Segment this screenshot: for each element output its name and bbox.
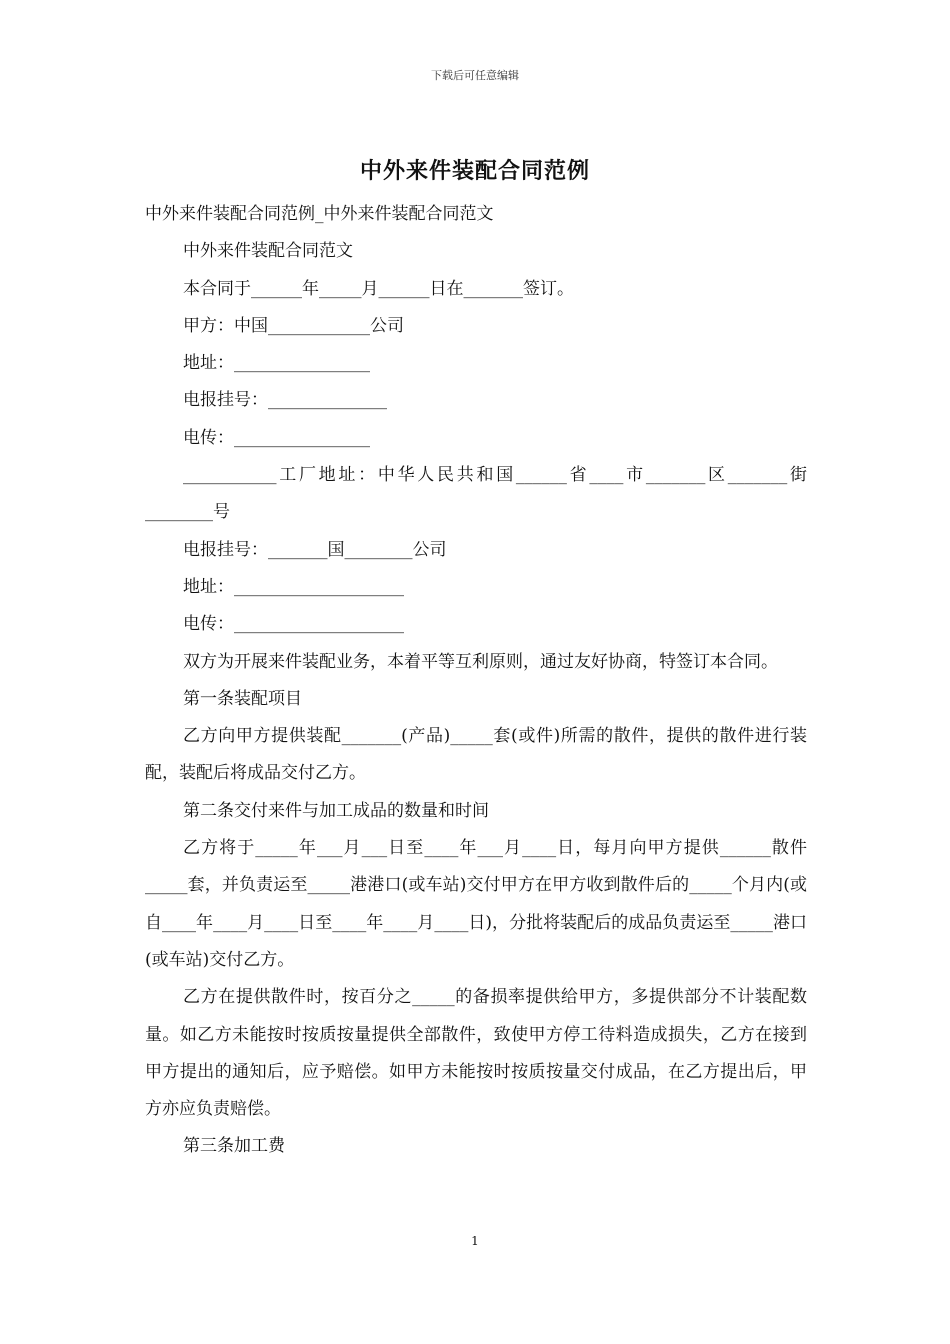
party-b-fax: 电传：____________________: [183, 614, 404, 635]
article-2-heading: 第二条交付来件与加工成品的数量和时间: [183, 800, 489, 821]
article-2-body-2: 乙方在提供散件时，按百分之_____的备损率提供给甲方，多提供部分不计装配数量。如乙方未能按时按质按量提供全部散件，致使甲方停工待料造成损失，乙方在接到甲方提出的通知后，应予赔偿。如甲方未能按时按质按量交付成品，在乙方提出后，甲方亦应负责赔偿。: [145, 987, 807, 1120]
article-2-body: 乙方将于_____年___月___日至____年___月____日，每月向甲方提供______散件_____套，并负责运至_____港港口(或车站)交付甲方在甲方收到散件后的_____个月内(或自____年____月____日至____年____月____日)，分批将装配后的成品负责运至_____港口(或车站)交付乙方。: [145, 838, 807, 970]
party-b-address: 地址：____________________: [183, 576, 404, 597]
document-body: [145, 196, 807, 1166]
article-1-heading: 第一条装配项目: [183, 688, 302, 709]
factory-address: ___________工厂地址：中华人民共和国______省____市_______区_______街________号: [145, 465, 807, 523]
page-number: 1: [471, 1234, 479, 1248]
subtitle-line: 中外来件装配合同范例_中外来件装配合同范文: [145, 204, 494, 224]
document-title: 中外来件装配合同范例: [359, 158, 590, 184]
article-3-heading: 第三条加工费: [183, 1136, 285, 1157]
party-a-fax: 电传：________________: [183, 427, 370, 448]
party-b-telegraph: 电报挂号：_______国________公司: [183, 539, 447, 560]
page-header-note: 下载后可任意编辑: [431, 69, 519, 82]
article-1-body: 乙方向甲方提供装配_______(产品)_____套(或件)所需的散件，提供的散件进行装配，装配后将成品交付乙方。: [145, 726, 807, 784]
party-a-telegraph: 电报挂号：______________: [183, 390, 387, 411]
preamble-paragraph: 双方为开展来件装配业务，本着平等互利原则，通过友好协商，特签订本合同。: [183, 651, 778, 672]
signing-date-line: 本合同于______年_____月______日在_______签订。: [183, 278, 574, 299]
section-heading: 中外来件装配合同范文: [183, 241, 353, 262]
party-a-line: 甲方：中国____________公司: [183, 315, 404, 336]
party-a-address: 地址：________________: [183, 353, 370, 374]
